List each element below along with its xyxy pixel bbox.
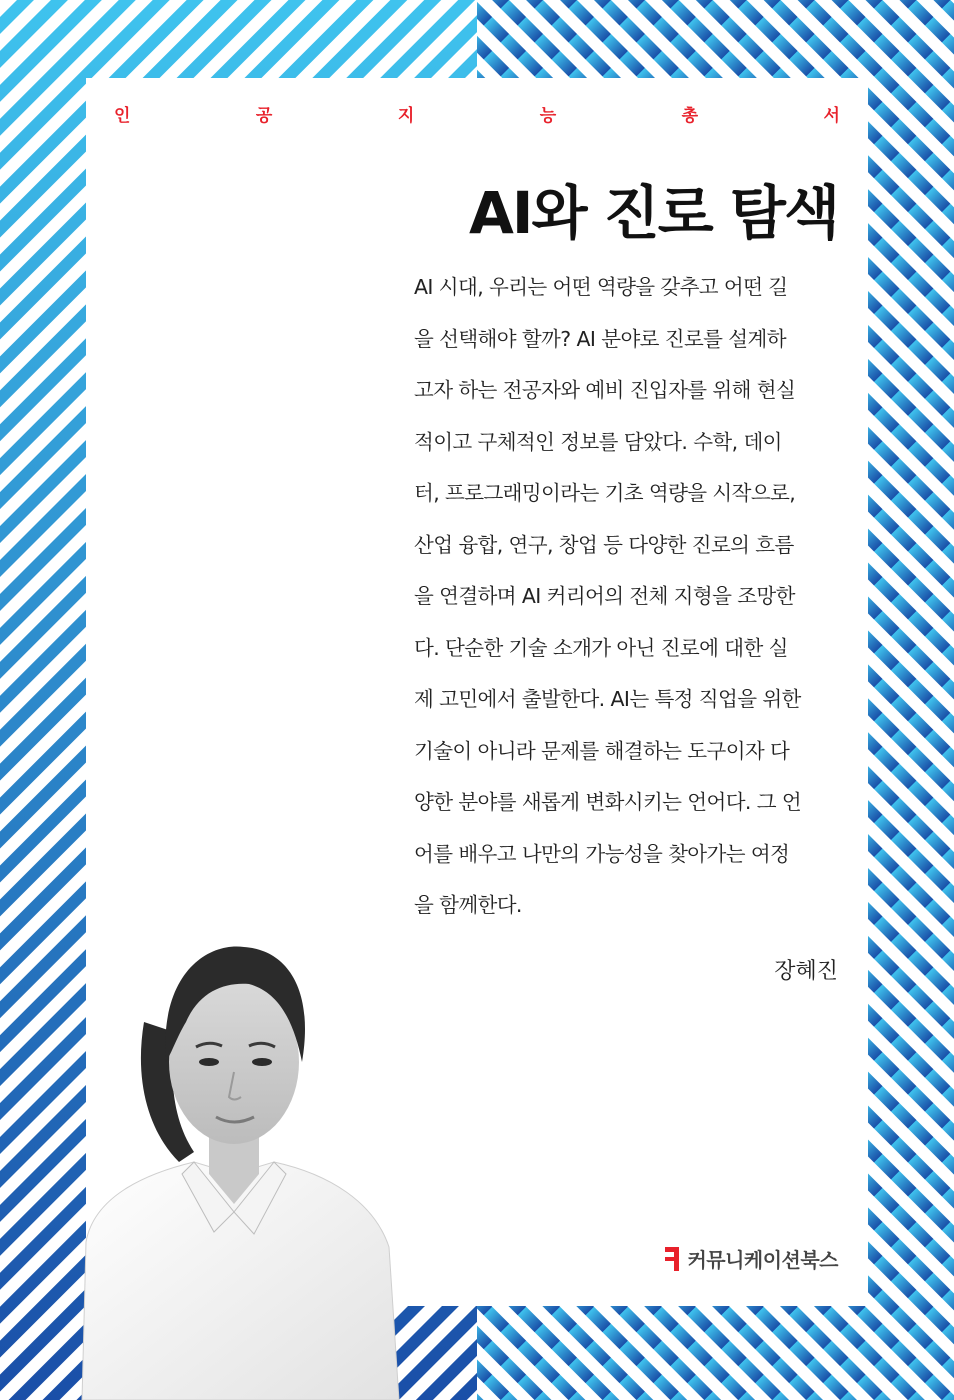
description-line: AI 시대, 우리는 어떤 역량을 갖추고 어떤 길 (414, 275, 788, 299)
series-char: 지 (397, 106, 415, 126)
series-char: 서 (823, 106, 840, 126)
series-char: 인 (114, 106, 131, 126)
description-line: 양한 분야를 새롭게 변화시키는 언어다. 그 언 (414, 790, 802, 814)
author-portrait (74, 912, 404, 1400)
publisher-mark (665, 1244, 838, 1273)
description-line: 적이고 구체적인 정보를 담았다. 수학, 데이 (414, 429, 782, 454)
series-label (114, 101, 840, 126)
book-title: AI와 진로 탐색 (469, 179, 838, 247)
publisher-name: 커뮤니케이션북스 (687, 1248, 838, 1272)
description-line: 을 함께한다. (414, 893, 522, 917)
series-char: 공 (255, 106, 273, 126)
description-line: 산업 융합, 연구, 창업 등 다양한 진로의 흐름 (414, 532, 794, 557)
series-char: 능 (539, 106, 557, 126)
publisher-logo-icon (665, 1247, 679, 1271)
description-line: 을 연결하며 AI 커리어의 전체 지형을 조망한 (414, 584, 795, 608)
book-description (414, 262, 838, 932)
series-char: 총 (681, 106, 699, 126)
description-line: 고자 하는 전공자와 예비 진입자를 위해 현실 (414, 378, 796, 402)
description-line: 기술이 아니라 문제를 해결하는 도구이자 다 (414, 738, 790, 763)
author-name: 장혜진 (774, 959, 838, 984)
description-line: 제 고민에서 출발한다. AI는 특정 직업을 위한 (414, 687, 801, 711)
description-line: 터, 프로그래밍이라는 기초 역량을 시작으로, (414, 481, 796, 505)
description-line: 다. 단순한 기술 소개가 아닌 진로에 대한 실 (414, 635, 788, 660)
description-line: 어를 배우고 나만의 가능성을 찾아가는 여정 (414, 841, 790, 866)
description-line: 을 선택해야 할까? AI 분야로 진로를 설계하 (414, 326, 786, 351)
